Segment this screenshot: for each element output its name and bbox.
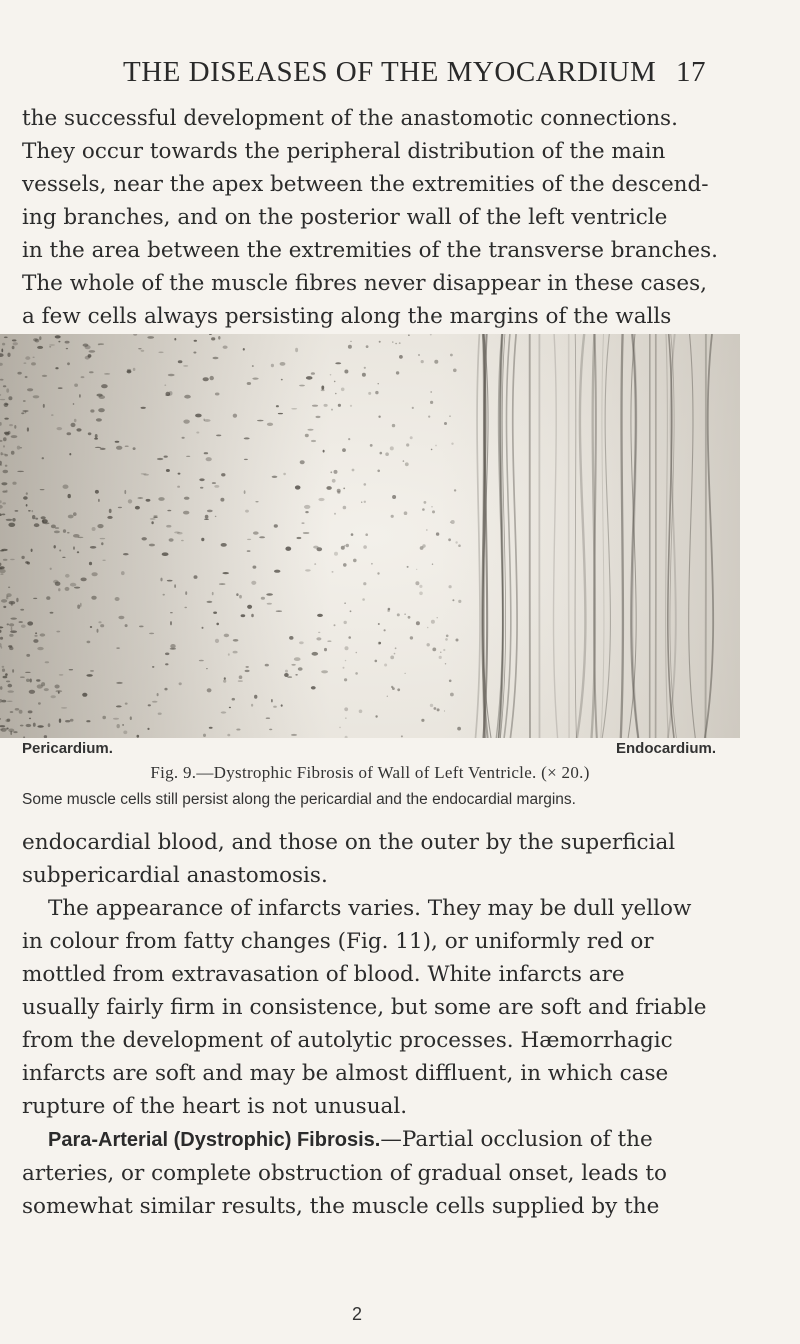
text-line: They occur towards the peripheral distribution of the main (22, 139, 666, 164)
text-line: vessels, near the apex between the extremities of the descend- (22, 172, 709, 197)
heading-continuation: —Partial occlusion of the (380, 1127, 653, 1152)
section-heading: Para-Arterial (Dystrophic) Fibrosis. (48, 1129, 381, 1151)
figure-caption: Fig. 9.—Dystrophic Fibrosis of Wall of Left Ventricle. (× 20.) (150, 763, 590, 782)
paragraph-3 (22, 892, 714, 1123)
text-line: somewhat similar results, the muscle cells supplied by the (22, 1194, 660, 1219)
text-line: from the development of autolytic processes. Hæmorrhagic (22, 1028, 673, 1053)
text-line: infarcts are soft and may be almost diffluent, in which case (22, 1061, 669, 1086)
text-line: rupture of the heart is not unusual. (22, 1094, 408, 1119)
text-line: the successful development of the anastomotic connections. (22, 106, 678, 131)
text-line: mottled from extravasation of blood. White infarcts are (22, 962, 625, 987)
text-line: usually fairly firm in consistence, but some are soft and friable (22, 995, 707, 1020)
text-line: in the area between the extremities of the transverse branches. (22, 238, 718, 263)
label-endocardium: Endocardium. (615, 740, 716, 757)
label-pericardium: Pericardium. (22, 740, 113, 757)
paragraph-4 (22, 1123, 714, 1223)
figure-side-labels (22, 740, 716, 762)
micrograph-image (0, 334, 740, 738)
text-line: endocardial blood, and those on the outer by the superficial (22, 830, 676, 855)
text-line: subpericardial anastomosis. (22, 863, 328, 888)
page-number: 17 (676, 56, 706, 88)
text-line: ing branches, and on the posterior wall of the left ventricle (22, 205, 668, 230)
paragraph-1 (22, 102, 718, 366)
text-line: The whole of the muscle fibres never disappear in these cases, (22, 271, 707, 296)
figure-subcaption: Some muscle cells still persist along the pericardial and the endocardial margins. (22, 791, 576, 808)
running-title: THE DISEASES OF THE MYOCARDIUM (123, 56, 657, 88)
text-line: The appearance of infarcts varies. They may be dull yellow (48, 896, 692, 921)
text-line (22, 1123, 714, 1157)
signature-mark: 2 (352, 1304, 363, 1324)
paragraph-2 (22, 826, 714, 892)
text-line: arteries, or complete obstruction of gradual onset, leads to (22, 1161, 667, 1186)
text-line: a few cells always persisting along the margins of the walls (22, 304, 672, 329)
micrograph-figure (0, 334, 740, 738)
text-line: in colour from fatty changes (Fig. 11), or uniformly red or (22, 929, 654, 954)
